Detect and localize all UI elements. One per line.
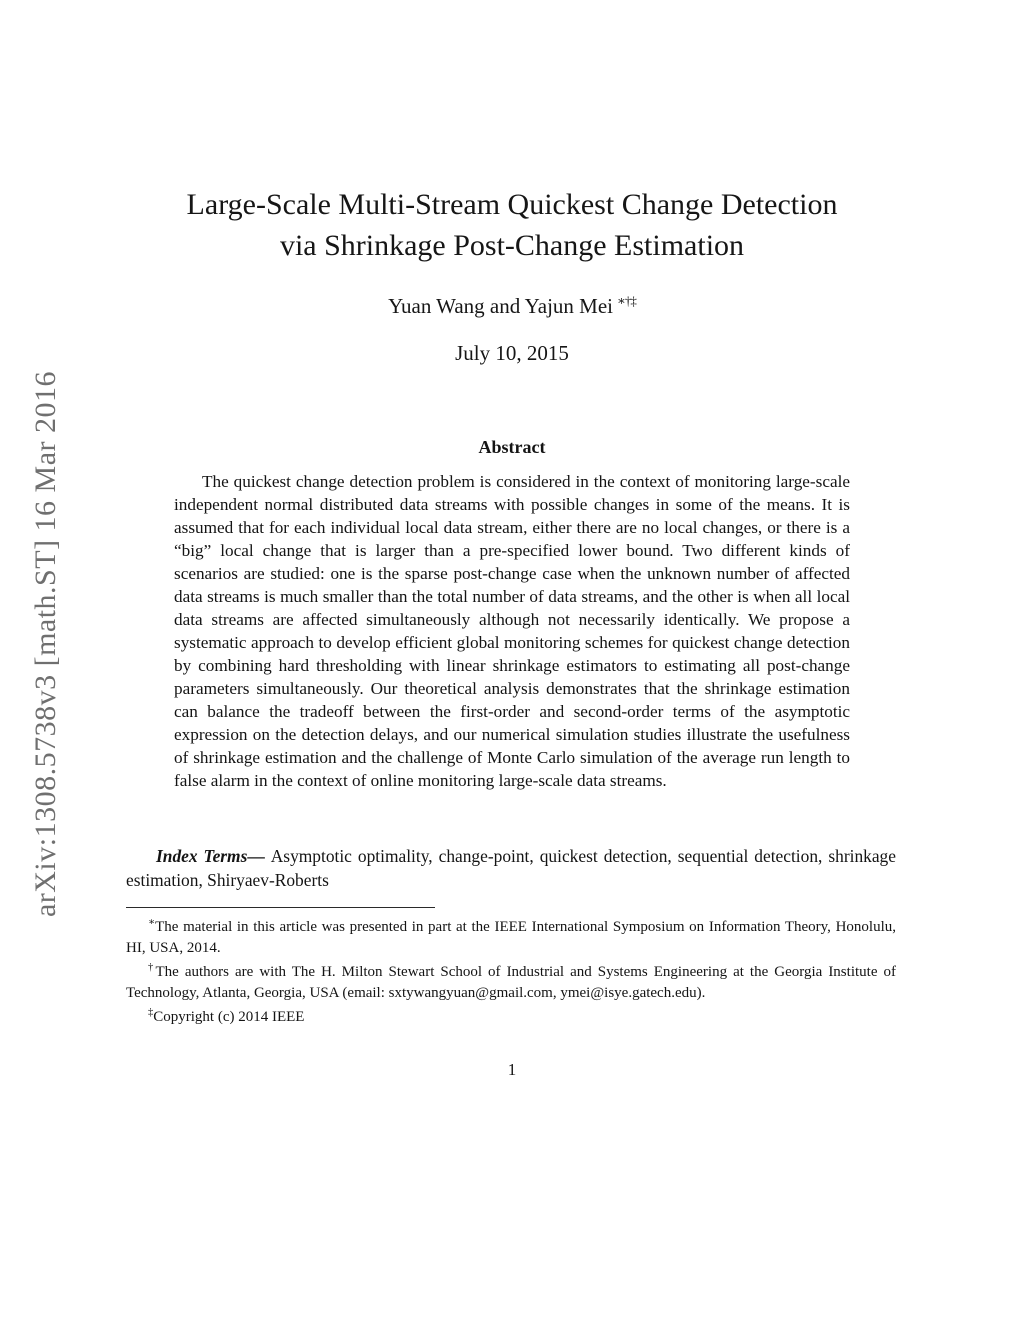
- footnote-item: [126, 1003, 896, 1028]
- index-terms-dash: —: [247, 846, 271, 866]
- abstract-heading: Abstract: [478, 437, 546, 457]
- footnote-mark: ‡: [148, 1007, 154, 1018]
- footnotes: [126, 913, 896, 1028]
- paper-title: [0, 184, 1024, 266]
- arxiv-watermark: arXiv:1308.5738v3 [math.ST] 16 Mar 2016: [29, 370, 62, 918]
- abstract-body: The quickest change detection problem is considered in the context of monitoring large-scale independent normal distributed data streams with possible changes in some of the means. It is assumed that for each individual local data stream, either there are no local changes, or there is a “big” local change that is larger than a pre-specified lower bound. Two different kinds of scenarios are studied: one is the sparse post-change case when the unknown number of affected data streams is much smaller than the total number of data streams, and the other is when all local data streams are affected simultaneously although not necessarily identically. We propose a systematic approach to develop efficient global monitoring schemes for quickest change detection by combining hard thresholding with linear shrinkage estimators to estimating all post-change parameters simultaneously. Our theoretical analysis demonstrates that the shrinkage estimation can balance the tradeoff between the first-order and second-order terms of the asymptotic expression on the detection delays, and our numerical simulation studies illustrate the usefulness of shrinkage estimation and the challenge of Monte Carlo simulation of the average run length to false alarm in the context of online monitoring large-scale data streams.: [174, 472, 850, 790]
- index-terms: [126, 845, 896, 892]
- footnote-item: [126, 958, 896, 1003]
- footnote-rule: [126, 907, 435, 908]
- footnote-item: [126, 913, 896, 958]
- author-thanks-marks: ∗†‡: [616, 293, 636, 308]
- footnote-mark: †: [148, 962, 156, 973]
- index-terms-label: Index Terms: [156, 846, 248, 866]
- footnote-text: The material in this article was presented in part at the IEEE International Symposium on Information Theory, Honolulu, HI, USA, 2014.: [126, 919, 896, 956]
- paper-title-line-2: via Shrinkage Post-Change Estimation: [279, 229, 745, 262]
- author-line: [0, 293, 1024, 319]
- page-number: 1: [507, 1060, 517, 1079]
- author-names: Yuan Wang and Yajun Mei: [388, 294, 613, 318]
- paper-title-line-1: Large-Scale Multi-Stream Quickest Change Detection: [186, 188, 838, 221]
- footnote-mark: ∗: [148, 917, 156, 928]
- footnote-text: Copyright (c) 2014 IEEE: [153, 1009, 305, 1025]
- index-terms-body: Asymptotic optimality, change-point, quickest detection, sequential detection, shrinkage estimation, Shiryaev-Roberts: [126, 846, 896, 890]
- footnote-text: The authors are with The H. Milton Stewart School of Industrial and Systems Engineering at the Georgia Institute of Technology, Atlanta, Georgia, USA (email: sxtywangyuan@gmail.com, ymei@isye.gatech.edu).: [126, 964, 896, 1001]
- paper-date: July 10, 2015: [455, 341, 569, 365]
- abstract-section: [0, 437, 1024, 792]
